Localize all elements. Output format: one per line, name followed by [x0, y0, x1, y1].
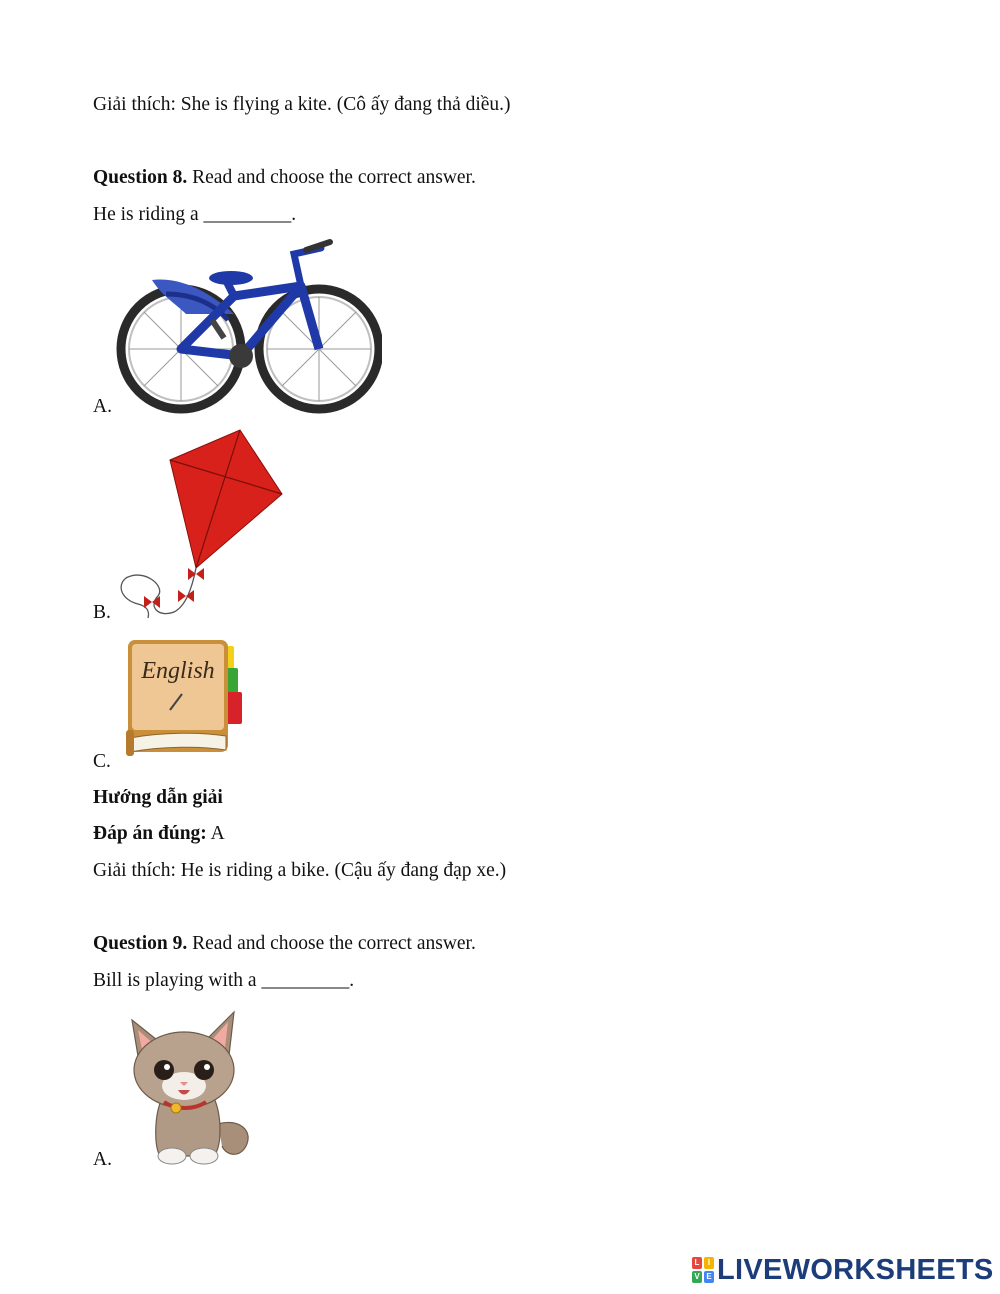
- q8-option-b-label: B.: [93, 602, 111, 623]
- q9-option-a-label: A.: [93, 1149, 112, 1170]
- q8-label: Question 8.: [93, 167, 188, 188]
- mark-letter: V: [692, 1271, 702, 1283]
- q8-explanation: Giải thích: He is riding a bike. (Cậu ấy đang đạp xe.): [93, 860, 507, 881]
- answer-value: A: [206, 823, 225, 844]
- q9-sentence: Bill is playing with a _________.: [93, 970, 355, 991]
- q8-answer: [93, 822, 225, 846]
- bicycle-image[interactable]: [116, 236, 382, 416]
- book-title: English: [141, 658, 215, 684]
- q8-sentence: He is riding a _________.: [93, 204, 297, 225]
- mark-letter: L: [692, 1257, 702, 1269]
- q8-option-c-label: C.: [93, 751, 111, 772]
- english-book-image[interactable]: [122, 638, 246, 760]
- mark-letter: E: [704, 1271, 714, 1283]
- q8-guide-heading: Hướng dẫn giải: [93, 787, 223, 808]
- q9-prompt: Read and choose the correct answer.: [187, 933, 476, 954]
- q7-explanation: Giải thích: She is flying a kite. (Cô ấy đang thả diều.): [93, 94, 511, 115]
- brand-name: LIVEWORKSHEETS: [717, 1253, 994, 1286]
- kitten-image[interactable]: [118, 1006, 258, 1166]
- q8-heading: [93, 166, 476, 190]
- q8-option-a-label: A.: [93, 396, 112, 417]
- q9-label: Question 9.: [93, 933, 188, 954]
- liveworksheets-logo[interactable]: [692, 1253, 994, 1287]
- kite-image[interactable]: [114, 428, 286, 620]
- q8-prompt: Read and choose the correct answer.: [187, 167, 476, 188]
- q9-heading: [93, 932, 476, 956]
- answer-label: Đáp án đúng:: [93, 823, 207, 844]
- mark-letter: I: [704, 1257, 714, 1269]
- liveworksheets-mark-icon: [692, 1257, 714, 1283]
